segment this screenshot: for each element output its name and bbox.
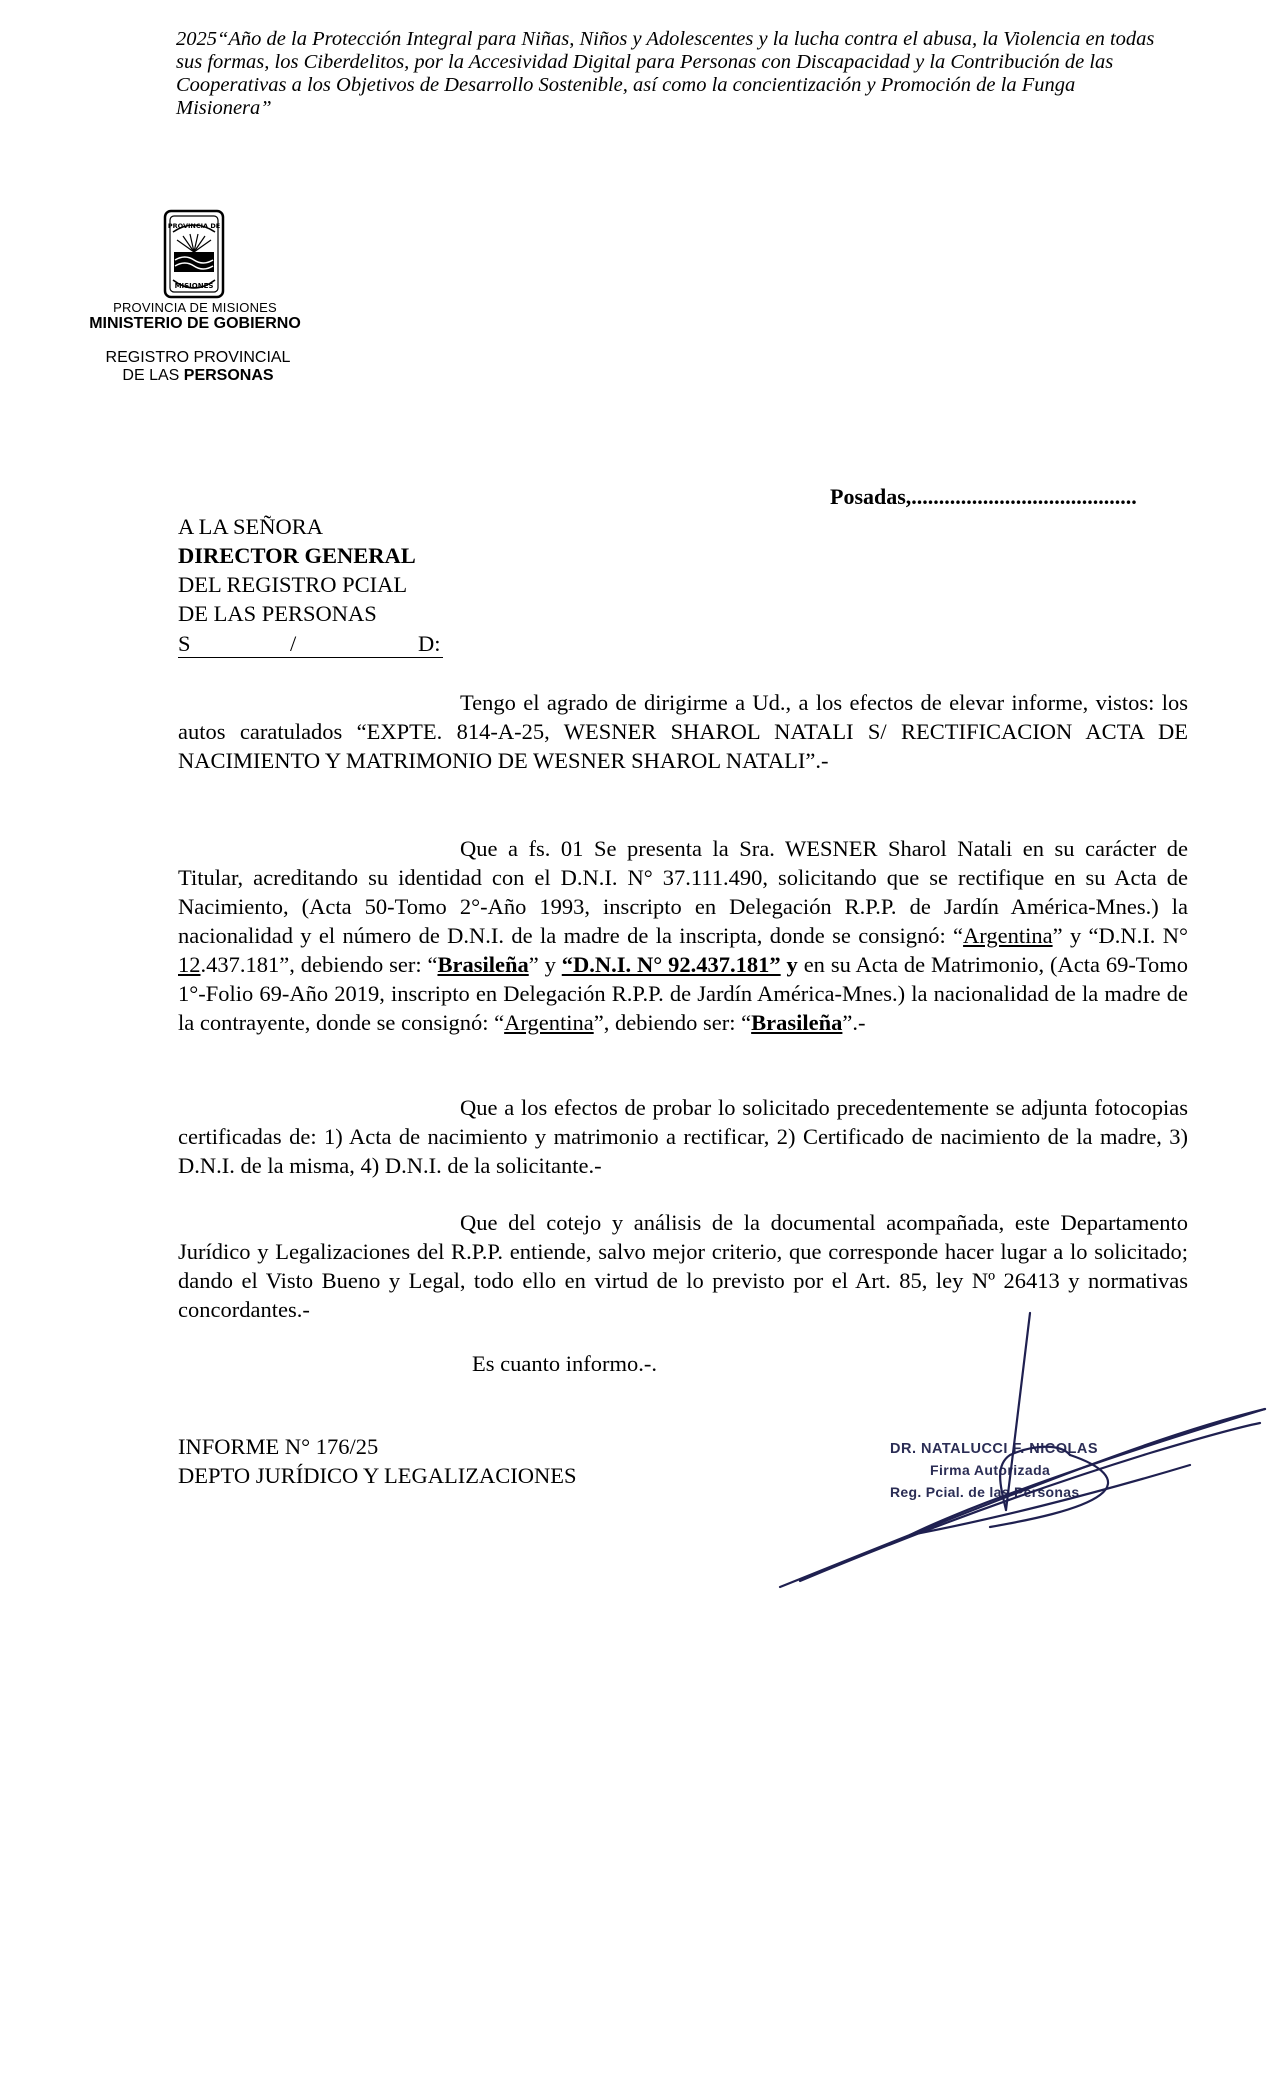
signatory-office: Reg. Pcial. de las Personas (890, 1484, 1080, 1500)
addressee-line-3: DEL REGISTRO PCIAL (178, 572, 408, 597)
addressee-line-4: DE LAS PERSONAS (178, 601, 377, 626)
org-registry-persons: DE LAS PERSONAS (122, 367, 274, 384)
signatory-role: Firma Autorizada (930, 1462, 1051, 1478)
seal-text-top: PROVINCIA DE (167, 222, 221, 230)
place-date: Posadas,......................................... (830, 484, 1137, 509)
seal-text-bottom: MISIONES (174, 282, 214, 290)
closing-line: Es cuanto informo.-. (472, 1351, 657, 1376)
addressee-sd: S / D: (178, 629, 443, 658)
header-motto: 2025“Año de la Protección Integral para Niñas, Niños y Adolescentes y la lucha contra el abusa, la Violencia en todas sus formas, los Ciberdelitos, por la Accesividad Digital para Personas con Discapacidad y la Contribución de las Cooperativas a los Objetivos de Desarrollo Sostenible, así como la concientización y Promoción de la Funga Misionera” (176, 28, 1155, 119)
org-ministry: MINISTERIO DE GOBIERNO (89, 315, 301, 332)
org-province: PROVINCIA DE MISIONES (113, 300, 277, 315)
paragraph-4: Que del cotejo y análisis de la documental acompañada, este Departamento Jurídico y Legalizaciones del R.P.P. entiende, salvo mejor criterio, que corresponde hacer lugar a lo solicitado; dando el Visto Bueno y Legal, todo ello en virtud de lo previsto por el Art. 85, ley Nº 26413 y normativas concordantes.- (178, 1210, 1188, 1322)
handwritten-signature (770, 1305, 1270, 1595)
provincial-seal (135, 208, 253, 304)
signatory-name: DR. NATALUCCI F. NICOLAS (890, 1441, 1099, 1457)
paragraph-3: Que a los efectos de probar lo solicitado precedentemente se adjunta fotocopias certificadas de: 1) Acta de nacimiento y matrimonio a rectificar, 2) Certificado de nacimiento de la madre, 3) D.N.I. de la misma, 4) D.N.I. de la solicitante.- (178, 1095, 1188, 1178)
addressee-title: DIRECTOR GENERAL (178, 543, 416, 568)
department-name: DEPTO JURÍDICO Y LEGALIZACIONES (178, 1463, 577, 1488)
addressee-line-1: A LA SEÑORA (178, 514, 324, 539)
report-number: INFORME N° 176/25 (178, 1434, 379, 1459)
paragraph-2: Que a fs. 01 Se presenta la Sra. WESNER Sharol Natali en su carácter de Titular, acreditando su identidad con el D.N.I. N° 37.111.490, solicitando que se rectifique en su Acta de Nacimiento, (Acta 50-Tomo 2°-Año 1993, inscripto en Delegación R.P.P. de Jardín América-Mnes.) la nacionalidad y el número de D.N.I. de la madre de la inscripta, donde se consignó: “Argentina” y “D.N.I. N° 12.437.181”, debiendo ser: “Brasileña” y “D.N.I. N° 92.437.181” y en su Acta de Matrimonio, (Acta 69-Tomo 1°-Folio 69-Año 2019, inscripto en Delegación R.P.P. de Jardín América-Mnes.) la nacionalidad de la madre de la contrayente, donde se consignó: “Argentina”, debiendo ser: “Brasileña”.- (178, 836, 1189, 1035)
org-registry: REGISTRO PROVINCIAL (105, 349, 291, 366)
paragraph-1: Tengo el agrado de dirigirme a Ud., a los efectos de elevar informe, vistos: los autos caratulados “EXPTE. 814-A-25, WESNER SHAROL NATALI S/ RECTIFICACION ACTA DE NACIMIENTO Y MATRIMONIO DE WESNER SHAROL NATALI”.- (178, 690, 1188, 773)
